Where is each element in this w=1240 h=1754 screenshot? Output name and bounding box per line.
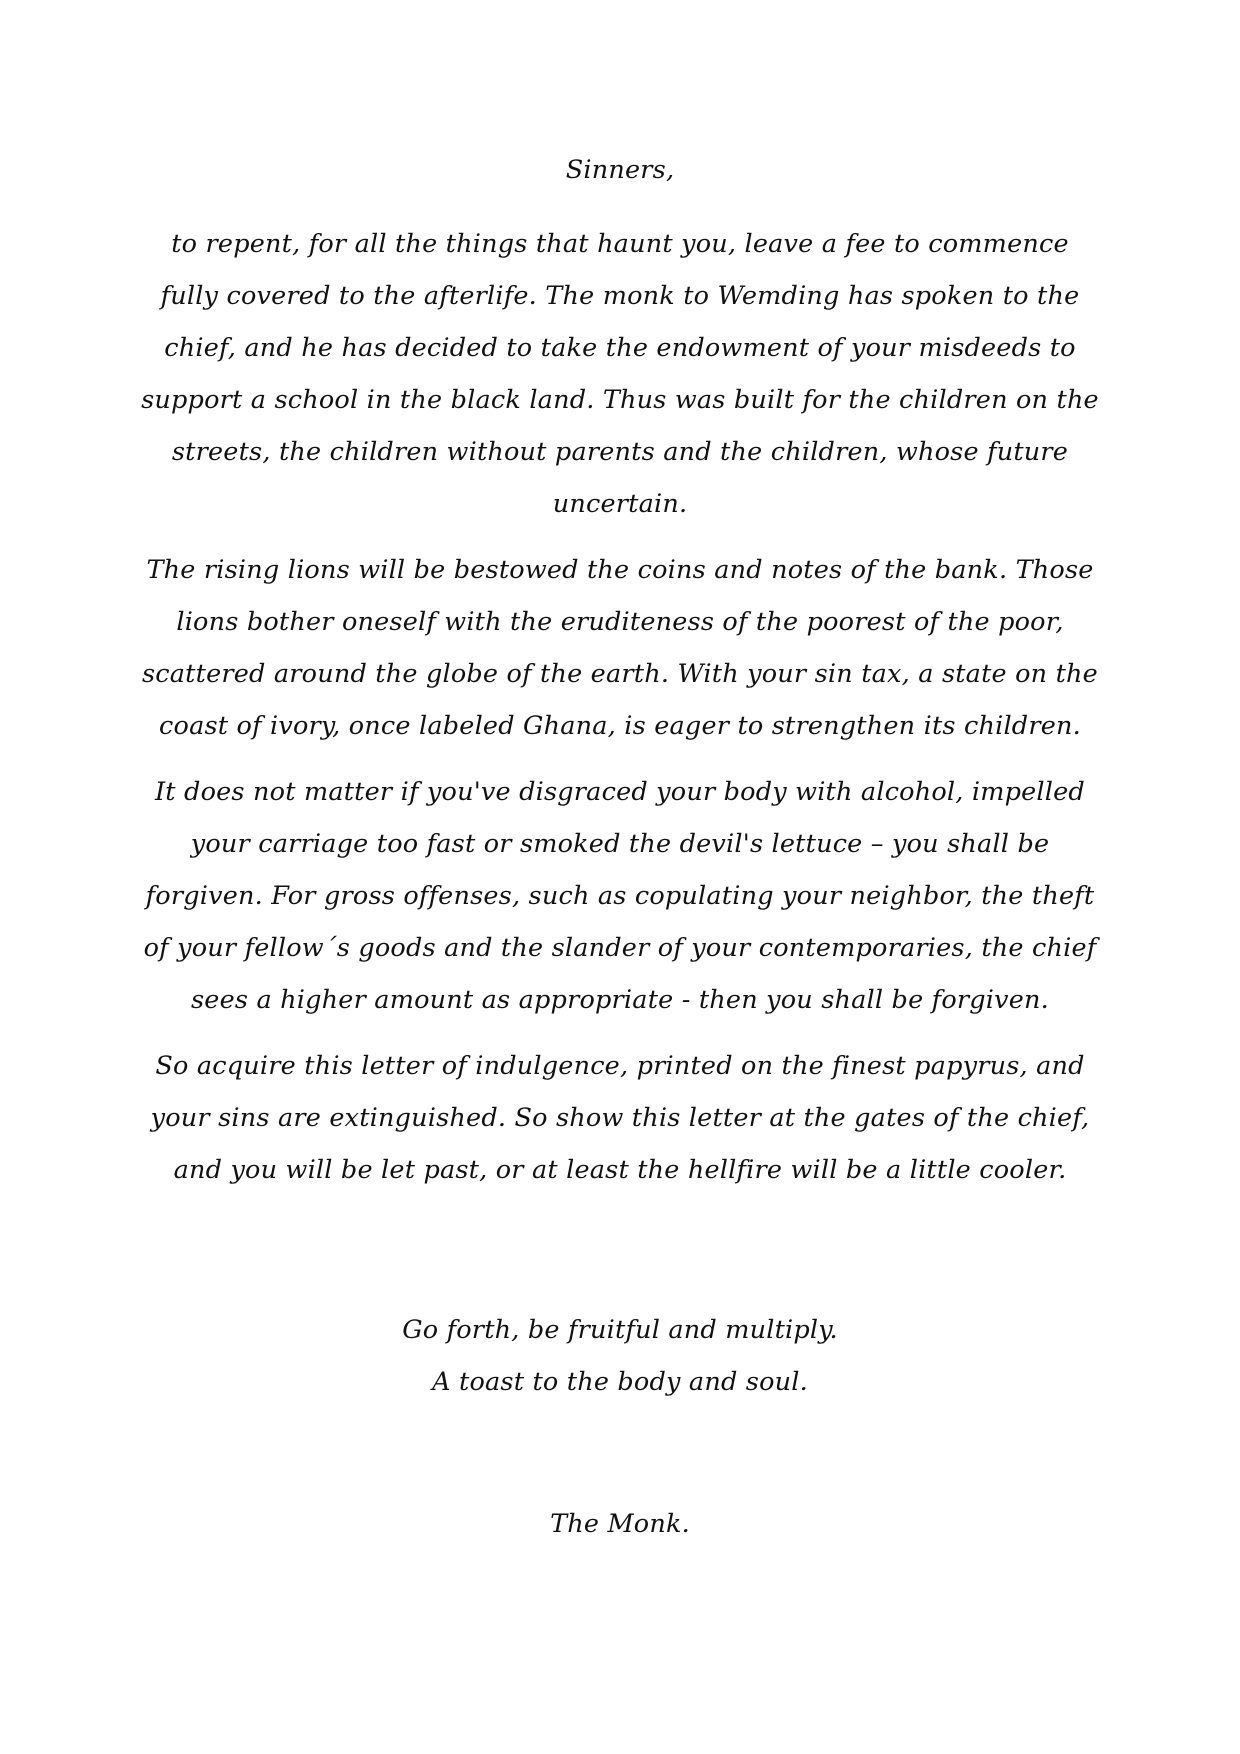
paragraph-indulgence: So acquire this letter of indulgence, printed on the finest papyrus, and your sins are extinguished. So show this letter at the gates of the chief, and you will be let past, or at least the hellfire will be a little cooler. xyxy=(150,1051,1090,1185)
signature: The Monk. xyxy=(550,1509,690,1539)
closing-blessing xyxy=(140,1304,1100,1408)
closing-line: A toast to the body and soul. xyxy=(432,1367,808,1397)
closing-line: Go forth, be fruitful and multiply. xyxy=(402,1315,838,1345)
paragraph-forgiveness: It does not matter if you've disgraced your body with alcohol, impelled your carriage too fast or smoked the devil's lettuce – you shall be forgiven. For gross offenses, such as copulating your neighbor, the theft of your fellow´s goods and the slander of your contemporaries, the chief sees a higher amount as appropriate - then you shall be forgiven. xyxy=(143,777,1097,1015)
letter-body xyxy=(140,150,1100,1544)
salutation: Sinners, xyxy=(565,155,675,185)
paragraph-rising-lions: The rising lions will be bestowed the coins and notes of the bank. Those lions bother oneself with the eruditeness of the poorest of the poor, scattered around the globe of the earth. With your sin tax, a state on the coast of ivory, once labeled Ghana, is eager to strengthen its children. xyxy=(142,555,1098,741)
paragraph-repentance: to repent, for all the things that haunt you, leave a fee to commence fully covered to the afterlife. The monk to Wemding has spoken to the chief, and he has decided to take the endowment of your misdeeds to support a school in the black land. Thus was built for the children on the streets, the children without parents and the children, whose future uncertain. xyxy=(141,229,1099,519)
